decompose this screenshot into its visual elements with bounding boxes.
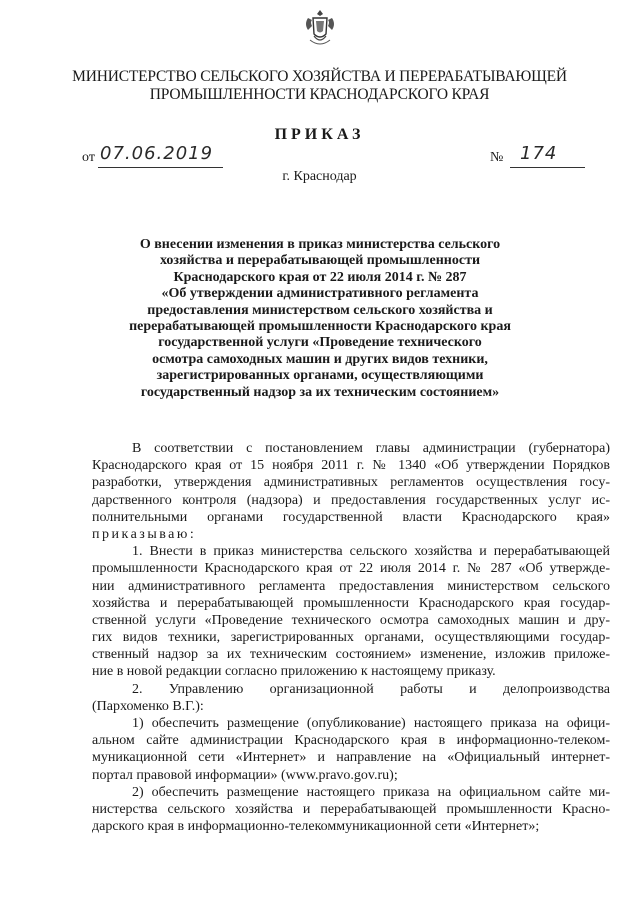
body-line: разработки, утверждения административных регламентов осуществления госу- xyxy=(92,475,610,491)
body-line: ственный надзор за их техническим состоянием» изменение, изложив приложе- xyxy=(92,647,610,663)
heading-line: предоставления министерством сельского хозяйства и xyxy=(147,302,493,318)
heading-line: осмотра самоходных машин и других видов техники, xyxy=(152,351,488,367)
body-line: приказываю: xyxy=(92,526,197,542)
heading-line: хозяйства и перерабатывающей промышленности xyxy=(159,253,481,269)
body-line: ние в новой редакции согласно приложению к настоящему приказу. xyxy=(92,664,496,680)
body-line: дарского края в информационно-телекоммуникационной сети «Интернет»; xyxy=(92,819,540,835)
heading-line: перерабатывающей промышленности Краснодарского края xyxy=(129,319,511,335)
body-line: альном сайте администрации Краснодарского края в информационно-телеком- xyxy=(92,733,610,749)
ministry-name-line2: ПРОМЫШЛЕННОСТИ КРАСНОДАРСКОГО КРАЯ xyxy=(149,86,490,103)
order-number: 174 xyxy=(520,143,558,164)
date-underline xyxy=(98,167,223,168)
order-title: ПРИКАЗ xyxy=(274,126,365,143)
body-line: муникационной сети «Интернет» и направление на «Официальный интернет- xyxy=(92,750,610,766)
heading-line: зарегистрированных органами, осуществляющими xyxy=(156,368,484,384)
heading-line: государственной услуги «Проведение технического xyxy=(158,335,482,351)
number-label: № xyxy=(490,150,504,165)
body-line: 1. Внести в приказ министерства сельского хозяйства и перерабатывающей xyxy=(132,544,610,560)
body-line: 2. Управлению организационной работы и делопроизводства xyxy=(132,681,610,697)
body-line: полнительными органами государственной власти Краснодарского края» xyxy=(92,509,610,525)
body-line: портал правовой информации» (www.pravo.gov.ru); xyxy=(92,767,398,783)
heading-line: «Об утверждении административного регламента xyxy=(161,286,479,302)
body-line: нии административного регламента предоставления министерством сельского xyxy=(92,578,610,594)
city: г. Краснодар xyxy=(282,169,357,184)
order-heading xyxy=(120,237,520,401)
heading-line: Краснодарского края от 22 июля 2014 г. № 287 xyxy=(173,269,467,285)
order-date: 07.06.2019 xyxy=(100,143,214,164)
body-line: В соответствии с постановлением главы администрации (губернатора) xyxy=(132,441,610,456)
number-underline xyxy=(510,167,585,168)
body-line: Краснодарского края от 15 ноября 2011 г. № 1340 «Об утверждении Порядков xyxy=(92,458,610,474)
body-line: промышленности Краснодарского края от 22 июля 2014 г. № 287 «Об утвержде- xyxy=(92,561,610,577)
body-line: 1) обеспечить размещение (опубликование) настоящего приказа на офици- xyxy=(132,716,610,731)
body-line: (Пархоменко В.Г.): xyxy=(92,698,204,714)
body-line: хозяйства и перерабатывающей промышленности Краснодарского края государ- xyxy=(92,595,610,611)
body-line: 2) обеспечить размещение настоящего приказа на официальном сайте ми- xyxy=(132,784,610,800)
date-label: от xyxy=(82,150,95,165)
body-line: дарственного контроля (надзора) и предоставления государственных услуг ис- xyxy=(92,492,610,508)
body-line: гих видов техники, зарегистрированных органами, осуществляющими государ- xyxy=(92,630,610,646)
heading-line: государственный надзор за их техническим состоянием» xyxy=(140,384,500,400)
body-line: ственной услуги «Проведение технического осмотра самоходных машин и дру- xyxy=(92,612,610,628)
coat-of-arms-icon xyxy=(302,6,338,48)
order-body xyxy=(92,440,610,835)
body-line: нистерства сельского хозяйства и перерабатывающей промышленности Красно- xyxy=(92,801,610,817)
ministry-name-line1: МИНИСТЕРСТВО СЕЛЬСКОГО ХОЗЯЙСТВА И ПЕРЕРАБАТЫВАЮЩЕЙ xyxy=(72,68,567,85)
heading-line: О внесении изменения в приказ министерства сельского xyxy=(139,237,501,252)
